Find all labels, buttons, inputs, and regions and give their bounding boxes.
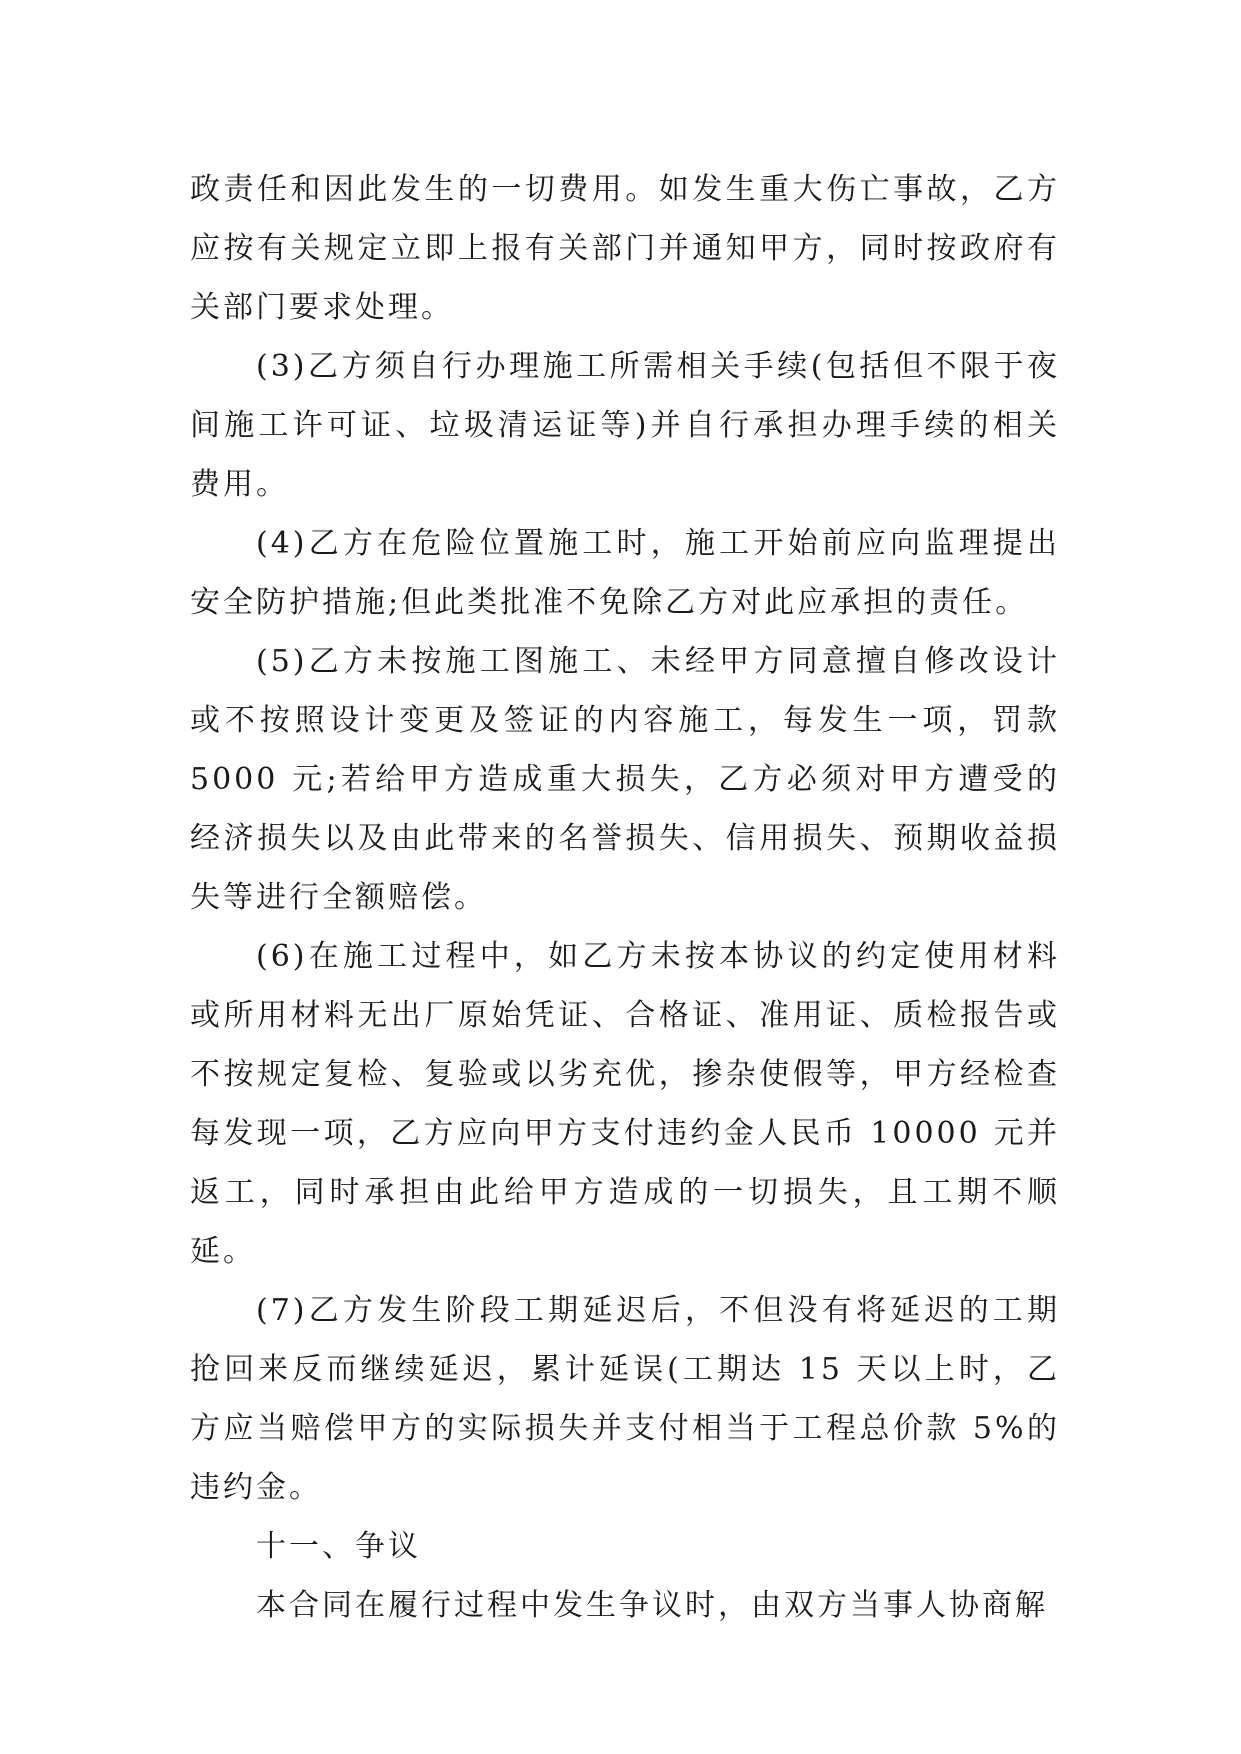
paragraph-clause-4: (4)乙方在危险位置施工时，施工开始前应向监理提出安全防护措施;但此类批准不免除乙方对此应承担的责任。 xyxy=(190,526,1060,620)
paragraph-clause-3: (3)乙方须自行办理施工所需相关手续(包括但不限于夜间施工许可证、垃圾清运证等)并自行承担办理手续的相关费用。 xyxy=(190,349,1060,502)
paragraph-dispute: 本合同在履行过程中发生争议时，由双方当事人协商解 xyxy=(256,1588,1048,1623)
paragraph-clause-7: (7)乙方发生阶段工期延迟后，不但没有将延迟的工期抢回来反而继续延迟，累计延误(工期达 15 天以上时，乙方应当赔偿甲方的实际损失并支付相当于工程总价款 5%的违约金。 xyxy=(190,1293,1060,1505)
section-heading-dispute: 十一、争议 xyxy=(256,1529,421,1564)
paragraph-continuation: 政责任和因此发生的一切费用。如发生重大伤亡事故，乙方应按有关规定立即上报有关部门并通知甲方，同时按政府有关部门要求处理。 xyxy=(190,172,1060,325)
paragraph-clause-5: (5)乙方未按施工图施工、未经甲方同意擅自修改设计或不按照设计变更及签证的内容施工，每发生一项，罚款5000 元;若给甲方造成重大损失，乙方必须对甲方遭受的经济损失以及由此带来的名誉损失、信用损失、预期收益损失等进行全额赔偿。 xyxy=(190,644,1060,915)
paragraph-clause-6: (6)在施工过程中，如乙方未按本协议的约定使用材料或所用材料无出厂原始凭证、合格证、准用证、质检报告或不按规定复检、复验或以劣充优，掺杂使假等，甲方经检查每发现一项，乙方应向甲方支付违约金人民币 10000 元并返工，同时承担由此给甲方造成的一切损失，且工期不顺延。 xyxy=(190,939,1060,1269)
document-body xyxy=(190,160,1060,1635)
